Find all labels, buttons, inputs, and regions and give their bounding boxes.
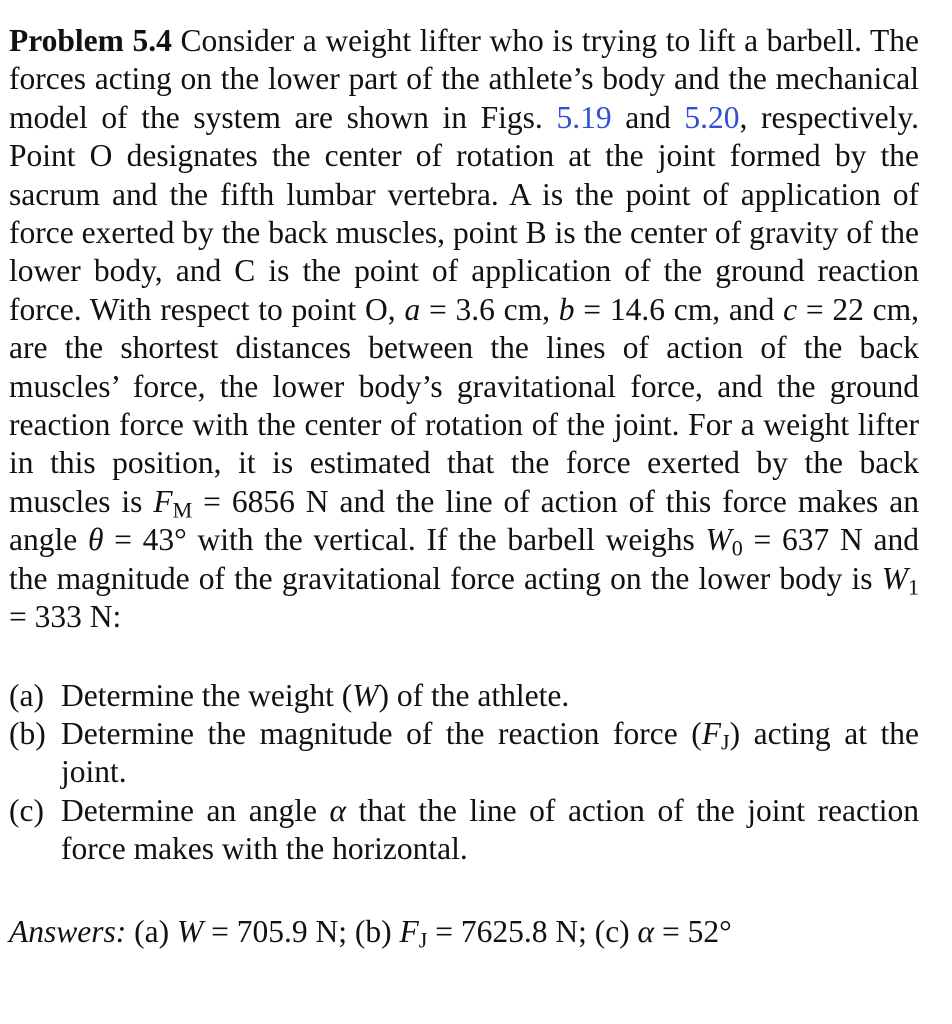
question-label: (b) bbox=[9, 715, 46, 751]
val-theta: = 43° with the vertical. If the barbell weighs bbox=[103, 522, 706, 558]
answer-a-value: = 705.9 N; (b) bbox=[203, 913, 400, 949]
var-theta: θ bbox=[87, 522, 104, 558]
answer-b-value: = 7625.8 N; (c) bbox=[427, 913, 638, 949]
problem-text-3: are the shortest distances between the lines of action of the back muscles’ force, the lower body’s gravitational force, and the ground reaction force with the center of rotation of the joint. For a weight lifter in this position, it is estimated that the force exerted by the back muscles is bbox=[9, 330, 919, 519]
val-c: = 22 cm, bbox=[797, 291, 920, 327]
figure-link-5-19[interactable]: 5.19 bbox=[556, 99, 612, 135]
question-label: (a) bbox=[9, 677, 44, 713]
question-var: α bbox=[329, 792, 347, 828]
answer-b-var: F bbox=[399, 913, 419, 949]
sub-w0: 0 bbox=[731, 535, 743, 561]
val-fm: = 6856 N and the line of action of this force makes an angle bbox=[9, 483, 919, 558]
var-w0: W bbox=[705, 522, 732, 558]
answer-a-label: (a) bbox=[126, 913, 177, 949]
document-page bbox=[9, 22, 919, 951]
answers-line bbox=[9, 913, 919, 951]
question-label: (c) bbox=[9, 792, 44, 828]
question-text: Determine the weight ( bbox=[61, 677, 353, 713]
var-fm: F bbox=[153, 483, 173, 519]
question-text: ) of the athlete. bbox=[378, 677, 570, 713]
figure-link-5-20[interactable]: 5.20 bbox=[684, 99, 740, 135]
question-list bbox=[9, 677, 919, 869]
problem-text-2: , respectively. Point O designates the center of rotation at the joint formed by the sacrum and the fifth lumbar vertebra. A is the point of application of force exerted by the back muscles, point B is the center of gravity of the lower body, and C is the point of application of the ground reaction force. With respect to point O, bbox=[9, 99, 919, 327]
question-text: ) acting at the joint. bbox=[61, 715, 920, 790]
answer-a-var: W bbox=[176, 913, 204, 949]
val-b: = 14.6 cm, and bbox=[574, 291, 784, 327]
answer-b-sub: J bbox=[418, 927, 428, 953]
var-a: a bbox=[404, 291, 421, 327]
sub-w1: 1 bbox=[907, 574, 919, 600]
question-text: Determine the magnitude of the reaction force ( bbox=[61, 715, 702, 751]
val-a: = 3.6 cm, bbox=[420, 291, 559, 327]
var-b: b bbox=[558, 291, 575, 327]
problem-statement bbox=[9, 22, 919, 637]
val-w0: = 637 N and the magnitude of the gravitational force acting on the lower body is bbox=[9, 522, 919, 596]
answer-c-value: = 52° bbox=[654, 913, 732, 949]
question-sub: J bbox=[721, 729, 730, 755]
problem-text-1: Consider a weight lifter who is trying to lift a barbell. The forces acting on the lower part of the athlete’s body and the mechanical model of the system are shown in Figs. bbox=[9, 23, 920, 135]
question-text: Determine an angle bbox=[61, 792, 330, 828]
sub-fm: M bbox=[172, 497, 193, 523]
answer-c-var: α bbox=[637, 913, 655, 949]
var-w1: W bbox=[881, 560, 908, 596]
problem-text-and: and bbox=[625, 99, 671, 135]
question-var: W bbox=[352, 677, 379, 713]
problem-heading: Problem 5.4 bbox=[9, 23, 172, 58]
var-c: c bbox=[783, 291, 798, 327]
question-c bbox=[9, 792, 919, 869]
question-text: that the line of action of the joint reaction force makes with the horizontal. bbox=[61, 792, 919, 867]
val-w1: = 333 N: bbox=[9, 599, 122, 635]
question-a bbox=[9, 677, 919, 715]
answers-label: Answers: bbox=[9, 913, 127, 949]
question-var: F bbox=[701, 715, 722, 751]
question-b bbox=[9, 715, 919, 792]
